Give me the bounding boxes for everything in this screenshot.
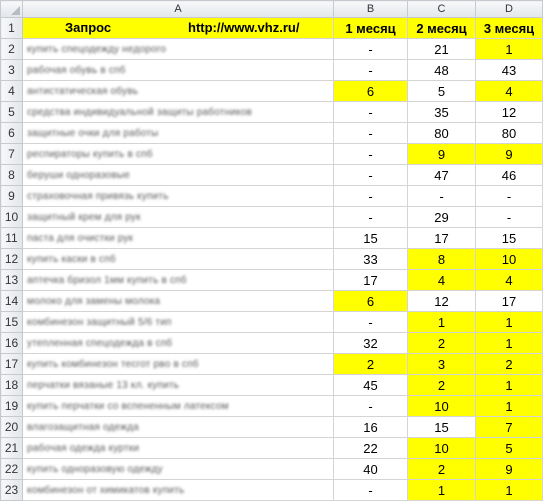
cell-month-d[interactable]: 2 — [476, 354, 543, 375]
cell-month-d[interactable]: 43 — [476, 60, 543, 81]
table-row — [1, 81, 543, 102]
cell-month-c[interactable]: 29 — [408, 207, 476, 228]
row-header[interactable]: 4 — [1, 81, 23, 102]
row-header[interactable]: 20 — [1, 417, 23, 438]
cell-month-c[interactable]: 9 — [408, 144, 476, 165]
cell-month-b[interactable]: - — [334, 312, 408, 333]
cell-query[interactable] — [23, 228, 334, 249]
row-header[interactable]: 17 — [1, 354, 23, 375]
cell-query[interactable] — [23, 459, 334, 480]
cell-month-b[interactable]: 17 — [334, 270, 408, 291]
cell-month-b[interactable]: 32 — [334, 333, 408, 354]
cell-query[interactable] — [23, 123, 334, 144]
cell-query[interactable] — [23, 333, 334, 354]
cell-month-d[interactable]: 1 — [476, 396, 543, 417]
table-row — [1, 354, 543, 375]
table-row — [1, 102, 543, 123]
cell-query[interactable] — [23, 186, 334, 207]
query-text: купить каски в спб — [27, 253, 116, 265]
cell-month-d[interactable]: 1 — [476, 480, 543, 501]
table-row — [1, 207, 543, 228]
query-text: влагозащитная одежда — [27, 421, 139, 433]
cell-month-d[interactable]: 1 — [476, 312, 543, 333]
query-text: аптечка бризол 1мм купить в спб — [27, 274, 187, 286]
query-text: паста для очистки рук — [27, 232, 134, 244]
cell-month-b[interactable]: 33 — [334, 249, 408, 270]
query-text: комбинезон от химикатов купить — [27, 484, 185, 496]
table-row — [1, 270, 543, 291]
cell-month-d[interactable]: 1 — [476, 333, 543, 354]
query-column-title: Запрос — [65, 20, 112, 35]
table-row — [1, 291, 543, 312]
cell-month-d[interactable]: 7 — [476, 417, 543, 438]
cell-month-d[interactable]: 9 — [476, 459, 543, 480]
cell-b1[interactable]: 1 месяц — [334, 18, 408, 39]
row-header[interactable]: 23 — [1, 480, 23, 501]
cell-month-c[interactable]: 10 — [408, 396, 476, 417]
cell-month-b[interactable]: - — [334, 60, 408, 81]
select-all-corner[interactable] — [1, 1, 23, 18]
row-header[interactable]: 14 — [1, 291, 23, 312]
table-row — [1, 186, 543, 207]
cell-month-d[interactable]: - — [476, 207, 543, 228]
column-header-c[interactable]: C — [408, 1, 476, 18]
cell-month-d[interactable]: 46 — [476, 165, 543, 186]
cell-month-b[interactable]: 22 — [334, 438, 408, 459]
cell-month-b[interactable]: - — [334, 480, 408, 501]
query-text: беруши одноразовые — [27, 169, 130, 181]
row-header[interactable]: 13 — [1, 270, 23, 291]
query-text: комбинезон защитный 5/6 тип — [27, 316, 172, 328]
select-all-icon — [11, 6, 20, 15]
cell-month-c[interactable]: 4 — [408, 270, 476, 291]
cell-month-c[interactable]: 1 — [408, 312, 476, 333]
row-header[interactable]: 10 — [1, 207, 23, 228]
cell-month-b[interactable]: - — [334, 396, 408, 417]
cell-month-d[interactable]: 15 — [476, 228, 543, 249]
row-header[interactable]: 5 — [1, 102, 23, 123]
cell-month-d[interactable]: 1 — [476, 39, 543, 60]
query-text: купить комбинезон тесгот рво в спб — [27, 358, 199, 370]
cell-query[interactable] — [23, 417, 334, 438]
cell-query[interactable] — [23, 165, 334, 186]
row-header[interactable]: 16 — [1, 333, 23, 354]
cell-month-c[interactable]: 2 — [408, 333, 476, 354]
cell-query[interactable] — [23, 354, 334, 375]
cell-month-b[interactable]: 45 — [334, 375, 408, 396]
cell-query[interactable] — [23, 39, 334, 60]
table-row — [1, 480, 543, 501]
cell-month-c[interactable]: 5 — [408, 81, 476, 102]
table-row — [1, 165, 543, 186]
cell-month-b[interactable]: 16 — [334, 417, 408, 438]
table-row — [1, 144, 543, 165]
cell-month-d[interactable]: 4 — [476, 81, 543, 102]
site-url: http://www.vhz.ru/ — [188, 20, 300, 35]
table-row — [1, 438, 543, 459]
table-row — [1, 375, 543, 396]
cell-month-c[interactable]: 80 — [408, 123, 476, 144]
query-text: рабочая обувь в спб — [27, 64, 126, 76]
row-header[interactable]: 9 — [1, 186, 23, 207]
cell-c1[interactable]: 2 месяц — [408, 18, 476, 39]
query-text: респираторы купить в спб — [27, 148, 153, 160]
table-row — [1, 333, 543, 354]
column-header-a[interactable]: A — [23, 1, 334, 18]
row-header[interactable]: 21 — [1, 438, 23, 459]
cell-month-d[interactable]: 80 — [476, 123, 543, 144]
cell-query[interactable] — [23, 375, 334, 396]
column-header-d[interactable]: D — [476, 1, 543, 18]
query-text: защитный крем для рук — [27, 211, 141, 223]
query-text: защитные очки для работы — [27, 127, 159, 139]
cell-query[interactable] — [23, 207, 334, 228]
cell-query[interactable] — [23, 312, 334, 333]
cell-month-c[interactable]: 17 — [408, 228, 476, 249]
table-row — [1, 417, 543, 438]
cell-month-d[interactable]: 12 — [476, 102, 543, 123]
query-text: купить перчатки со вспененным латексом — [27, 400, 229, 412]
cell-month-b[interactable]: 6 — [334, 291, 408, 312]
cell-query[interactable] — [23, 396, 334, 417]
cell-month-b[interactable]: 15 — [334, 228, 408, 249]
query-text: антистатическая обувь — [27, 85, 139, 97]
table-row — [1, 39, 543, 60]
cell-d1[interactable]: 3 месяц — [476, 18, 543, 39]
cell-query[interactable] — [23, 60, 334, 81]
cell-month-c[interactable]: - — [408, 186, 476, 207]
table-row — [1, 249, 543, 270]
cell-month-b[interactable]: - — [334, 186, 408, 207]
row-header[interactable]: 22 — [1, 459, 23, 480]
query-text: страховочная привязь купить — [27, 190, 169, 202]
row-header[interactable]: 1 — [1, 18, 23, 39]
row-header[interactable]: 12 — [1, 249, 23, 270]
cell-month-c[interactable]: 2 — [408, 459, 476, 480]
table-header-row — [1, 18, 543, 39]
cell-query[interactable] — [23, 438, 334, 459]
cell-month-c[interactable]: 47 — [408, 165, 476, 186]
cell-month-c[interactable]: 10 — [408, 438, 476, 459]
cell-month-b[interactable]: 2 — [334, 354, 408, 375]
table-row — [1, 60, 543, 81]
cell-month-c[interactable]: 12 — [408, 291, 476, 312]
row-header[interactable]: 19 — [1, 396, 23, 417]
cell-month-d[interactable]: - — [476, 186, 543, 207]
cell-month-b[interactable]: - — [334, 144, 408, 165]
cell-month-b[interactable]: - — [334, 123, 408, 144]
cell-month-c[interactable]: 3 — [408, 354, 476, 375]
cell-month-d[interactable]: 10 — [476, 249, 543, 270]
row-header[interactable]: 11 — [1, 228, 23, 249]
query-text: купить одноразовую одежду — [27, 463, 163, 475]
row-header[interactable]: 7 — [1, 144, 23, 165]
cell-month-d[interactable]: 4 — [476, 270, 543, 291]
table-row — [1, 123, 543, 144]
cell-month-b[interactable]: - — [334, 39, 408, 60]
table-row — [1, 312, 543, 333]
cell-query[interactable] — [23, 249, 334, 270]
column-header-row — [1, 1, 543, 18]
cell-month-d[interactable]: 1 — [476, 375, 543, 396]
table-row — [1, 459, 543, 480]
cell-query[interactable] — [23, 81, 334, 102]
row-header[interactable]: 18 — [1, 375, 23, 396]
cell-month-c[interactable]: 8 — [408, 249, 476, 270]
cell-a1[interactable] — [23, 18, 334, 39]
cell-month-b[interactable]: 6 — [334, 81, 408, 102]
query-text: средства индивидуальной защиты работников — [27, 106, 253, 118]
cell-month-d[interactable]: 9 — [476, 144, 543, 165]
cell-month-c[interactable]: 35 — [408, 102, 476, 123]
cell-month-d[interactable]: 5 — [476, 438, 543, 459]
query-text: молоко для замены молока — [27, 295, 161, 307]
query-text: перчатки вязаные 13 кл. купить — [27, 379, 180, 391]
column-header-b[interactable]: B — [334, 1, 408, 18]
table-row — [1, 396, 543, 417]
cell-month-c[interactable]: 2 — [408, 375, 476, 396]
cell-month-c[interactable]: 1 — [408, 480, 476, 501]
cell-month-c[interactable]: 15 — [408, 417, 476, 438]
cell-query[interactable] — [23, 291, 334, 312]
cell-month-b[interactable]: - — [334, 165, 408, 186]
cell-query[interactable] — [23, 270, 334, 291]
row-header[interactable]: 15 — [1, 312, 23, 333]
cell-month-d[interactable]: 17 — [476, 291, 543, 312]
cell-month-b[interactable]: - — [334, 207, 408, 228]
cell-query[interactable] — [23, 480, 334, 501]
row-header[interactable]: 6 — [1, 123, 23, 144]
table-row — [1, 228, 543, 249]
cell-query[interactable] — [23, 144, 334, 165]
row-header[interactable]: 2 — [1, 39, 23, 60]
cell-query[interactable] — [23, 102, 334, 123]
cell-month-b[interactable]: - — [334, 102, 408, 123]
query-text: утепленная спецодежда в спб — [27, 337, 173, 349]
row-header[interactable]: 8 — [1, 165, 23, 186]
cell-month-c[interactable]: 21 — [408, 39, 476, 60]
cell-month-b[interactable]: 40 — [334, 459, 408, 480]
row-header[interactable]: 3 — [1, 60, 23, 81]
cell-month-c[interactable]: 48 — [408, 60, 476, 81]
query-text: рабочая одежда куртки — [27, 442, 140, 454]
query-text: купить спецодежду недорого — [27, 43, 167, 55]
